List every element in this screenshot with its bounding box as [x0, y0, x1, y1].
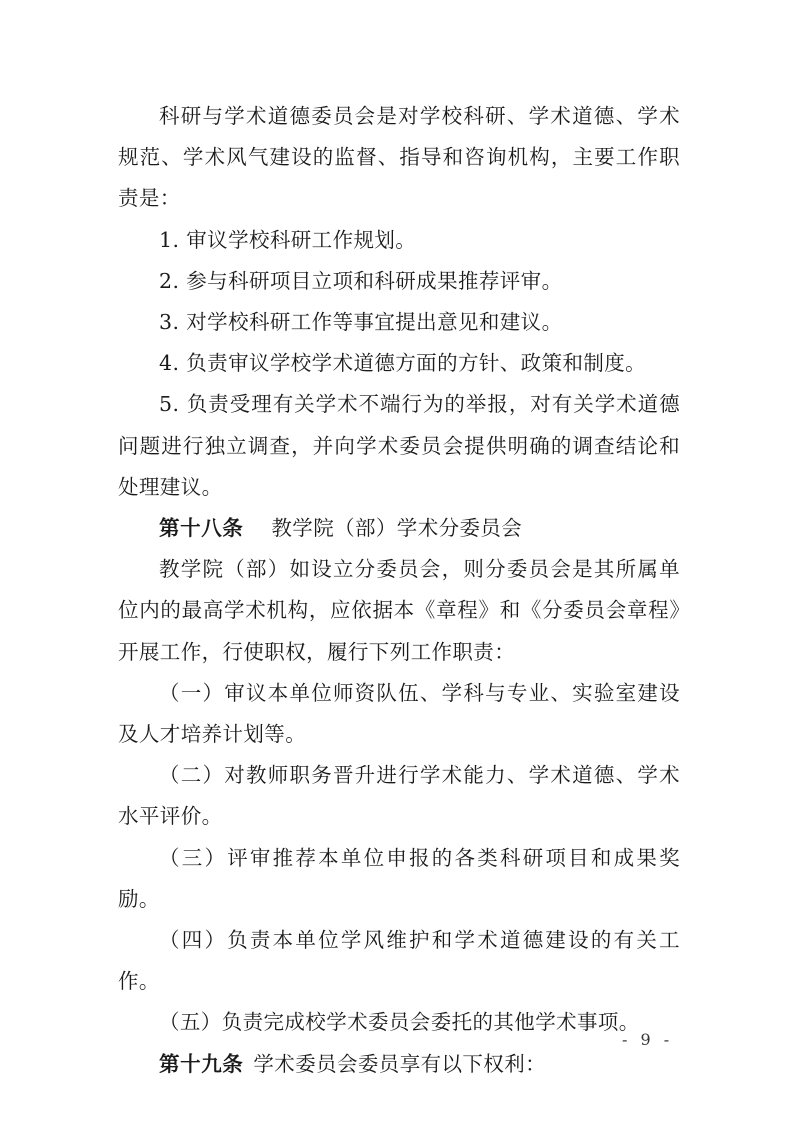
list-item: （一）审议本单位师资队伍、学科与专业、实验室建设及人才培养计划等。 [118, 680, 680, 747]
article-title: 学术委员会委员享有以下权利： [253, 1051, 547, 1076]
article-18-heading [118, 508, 680, 549]
list-item: 5. 负责受理有关学术不端行为的举报，对有关学术道德问题进行独立调查，并向学术委员会提供明确的调查结论和处理建议。 [118, 392, 680, 499]
list-item: 1. 审议学校科研工作规划。 [159, 227, 417, 252]
list-item: 2. 参与科研项目立项和科研成果推荐评审。 [159, 268, 563, 293]
list-item: 3. 对学校科研工作等事宜提出意见和建议。 [159, 310, 563, 335]
list-item: 4. 负责审议学校学术道德方面的方针、政策和制度。 [159, 351, 647, 376]
paragraph: 教学院（部）如设立分委员会，则分委员会是其所属单位内的最高学术机构，应依据本《章程》和《分委员会章程》开展工作，行使职权，履行下列工作职责： [118, 557, 680, 664]
list-item: （五）负责完成校学术委员会委托的其他学术事项。 [159, 1010, 640, 1035]
list-item: （三）评审推荐本单位申报的各类科研项目和成果奖励。 [118, 845, 680, 911]
article-number: 第十九条 [159, 1051, 244, 1076]
article-number: 第十八条 [159, 516, 244, 541]
list-item: （二）对教师职务晋升进行学术能力、学术道德、学术水平评价。 [118, 763, 680, 829]
page-number: - 9 - [622, 1030, 674, 1049]
list-item: （四）负责本单位学风维护和学术道德建设的有关工作。 [118, 928, 680, 994]
article-title: 教学院（部）学术分委员会 [271, 516, 523, 541]
article-19-heading [118, 1044, 680, 1085]
paragraph: 科研与学术道德委员会是对学校科研、学术道德、学术规范、学术风气建设的监督、指导和咨询机构，主要工作职责是： [118, 104, 680, 211]
document-body [118, 96, 680, 1085]
